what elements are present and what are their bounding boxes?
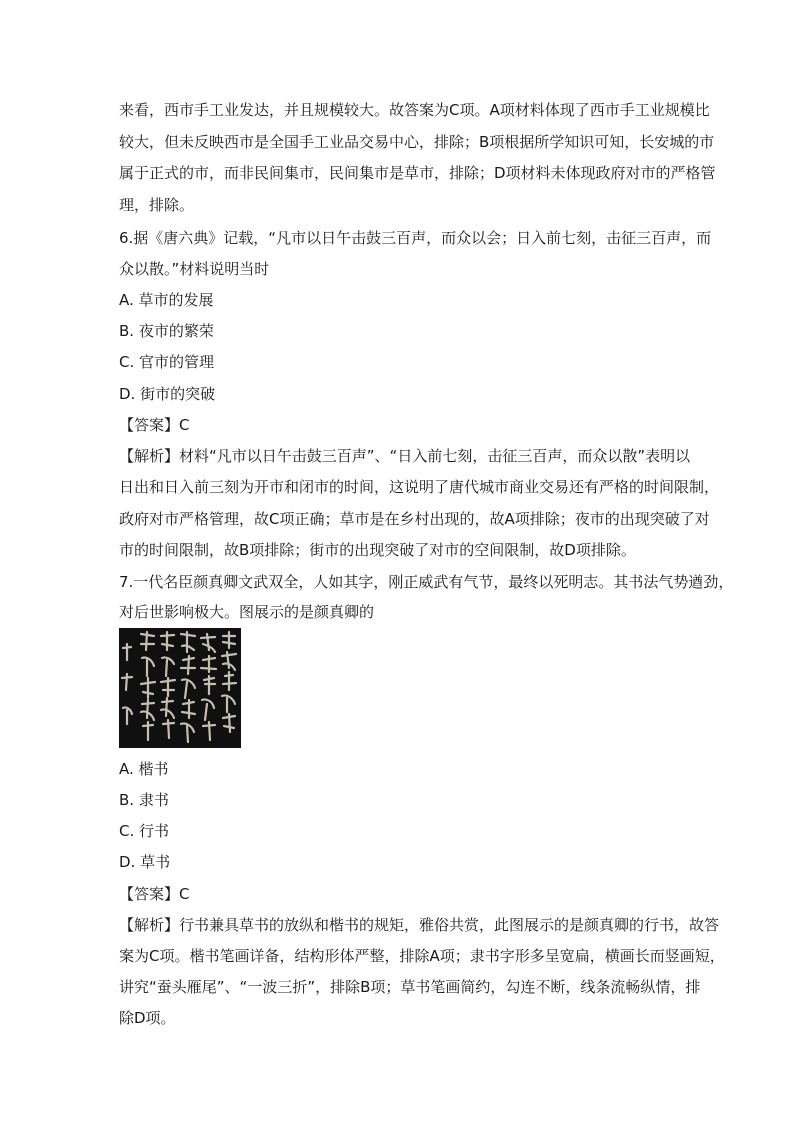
question-6-stem: 6.据《唐六典》记载，“凡市以日午击鼓三百声，而众以会；日入前七刻，击征三百声，而	[119, 229, 712, 247]
intro-line: 理，排除。	[119, 196, 195, 214]
intro-line: 较大，但未反映西市是全国手工业品交易中心，排除；B项根据所学知识可知，长安城的市	[119, 133, 715, 151]
intro-line: 来看，西市手工业发达，并且规模较大。故答案为C项。A项材料体现了西市手工业规模比	[119, 101, 710, 119]
question-7-option-c: C. 行书	[119, 822, 170, 840]
question-6-analysis: 市的时间限制，故B项排除；街市的出现突破了对市的空间限制，故D项排除。	[119, 541, 636, 559]
question-7-analysis: 除D项。	[119, 1009, 176, 1027]
intro-line: 属于正式的市，而非民间集市，民间集市是草市，排除；D项材料未体现政府对市的严格管	[119, 164, 716, 182]
calligraphy-image	[119, 628, 241, 748]
question-7-option-b: B. 隶书	[119, 791, 169, 809]
question-6-option-b: B. 夜市的繁荣	[119, 322, 214, 340]
question-6-answer: 【答案】C	[119, 416, 190, 434]
question-6-option-c: C. 官市的管理	[119, 353, 215, 371]
question-7-option-a: A. 楷书	[119, 760, 169, 778]
question-6-analysis: 日出和日入前三刻为开市和闭市的时间，这说明了唐代城市商业交易还有严格的时间限制，	[119, 478, 720, 496]
question-6-stem: 众以散。”材料说明当时	[119, 260, 270, 278]
question-7-stem: 7.一代名臣颜真卿文武双全，人如其字，刚正威武有气节，最终以死明志。其书法气势遒劲，	[119, 573, 734, 591]
question-6-analysis: 政府对市严格管理，故C项正确；草市是在乡村出现的，故A项排除；夜市的出现突破了对	[119, 510, 710, 528]
question-6-analysis: 【解析】材料“凡市以日午击鼓三百声”、“日入前七刻，击征三百声，而众以散”表明以	[119, 447, 691, 465]
question-7-option-d: D. 草书	[119, 853, 171, 871]
question-6-option-d: D. 街市的突破	[119, 385, 216, 403]
question-7-stem: 对后世影响极大。图展示的是颜真卿的	[119, 603, 375, 621]
question-6-option-a: A. 草市的发展	[119, 291, 214, 309]
question-7-analysis: 讲究“蚕头雁尾”、“一波三折”，排除B项；草书笔画简约，勾连不断，线条流畅纵情，排	[119, 978, 701, 996]
question-7-analysis: 【解析】行书兼具草书的放纵和楷书的规矩，雅俗共赏，此图展示的是颜真卿的行书，故答	[119, 916, 720, 934]
question-7-analysis: 案为C项。楷书笔画详备，结构形体严整，排除A项；隶书字形多呈宽扁，横画长而竖画短，	[119, 947, 725, 965]
question-7-answer: 【答案】C	[119, 885, 190, 903]
